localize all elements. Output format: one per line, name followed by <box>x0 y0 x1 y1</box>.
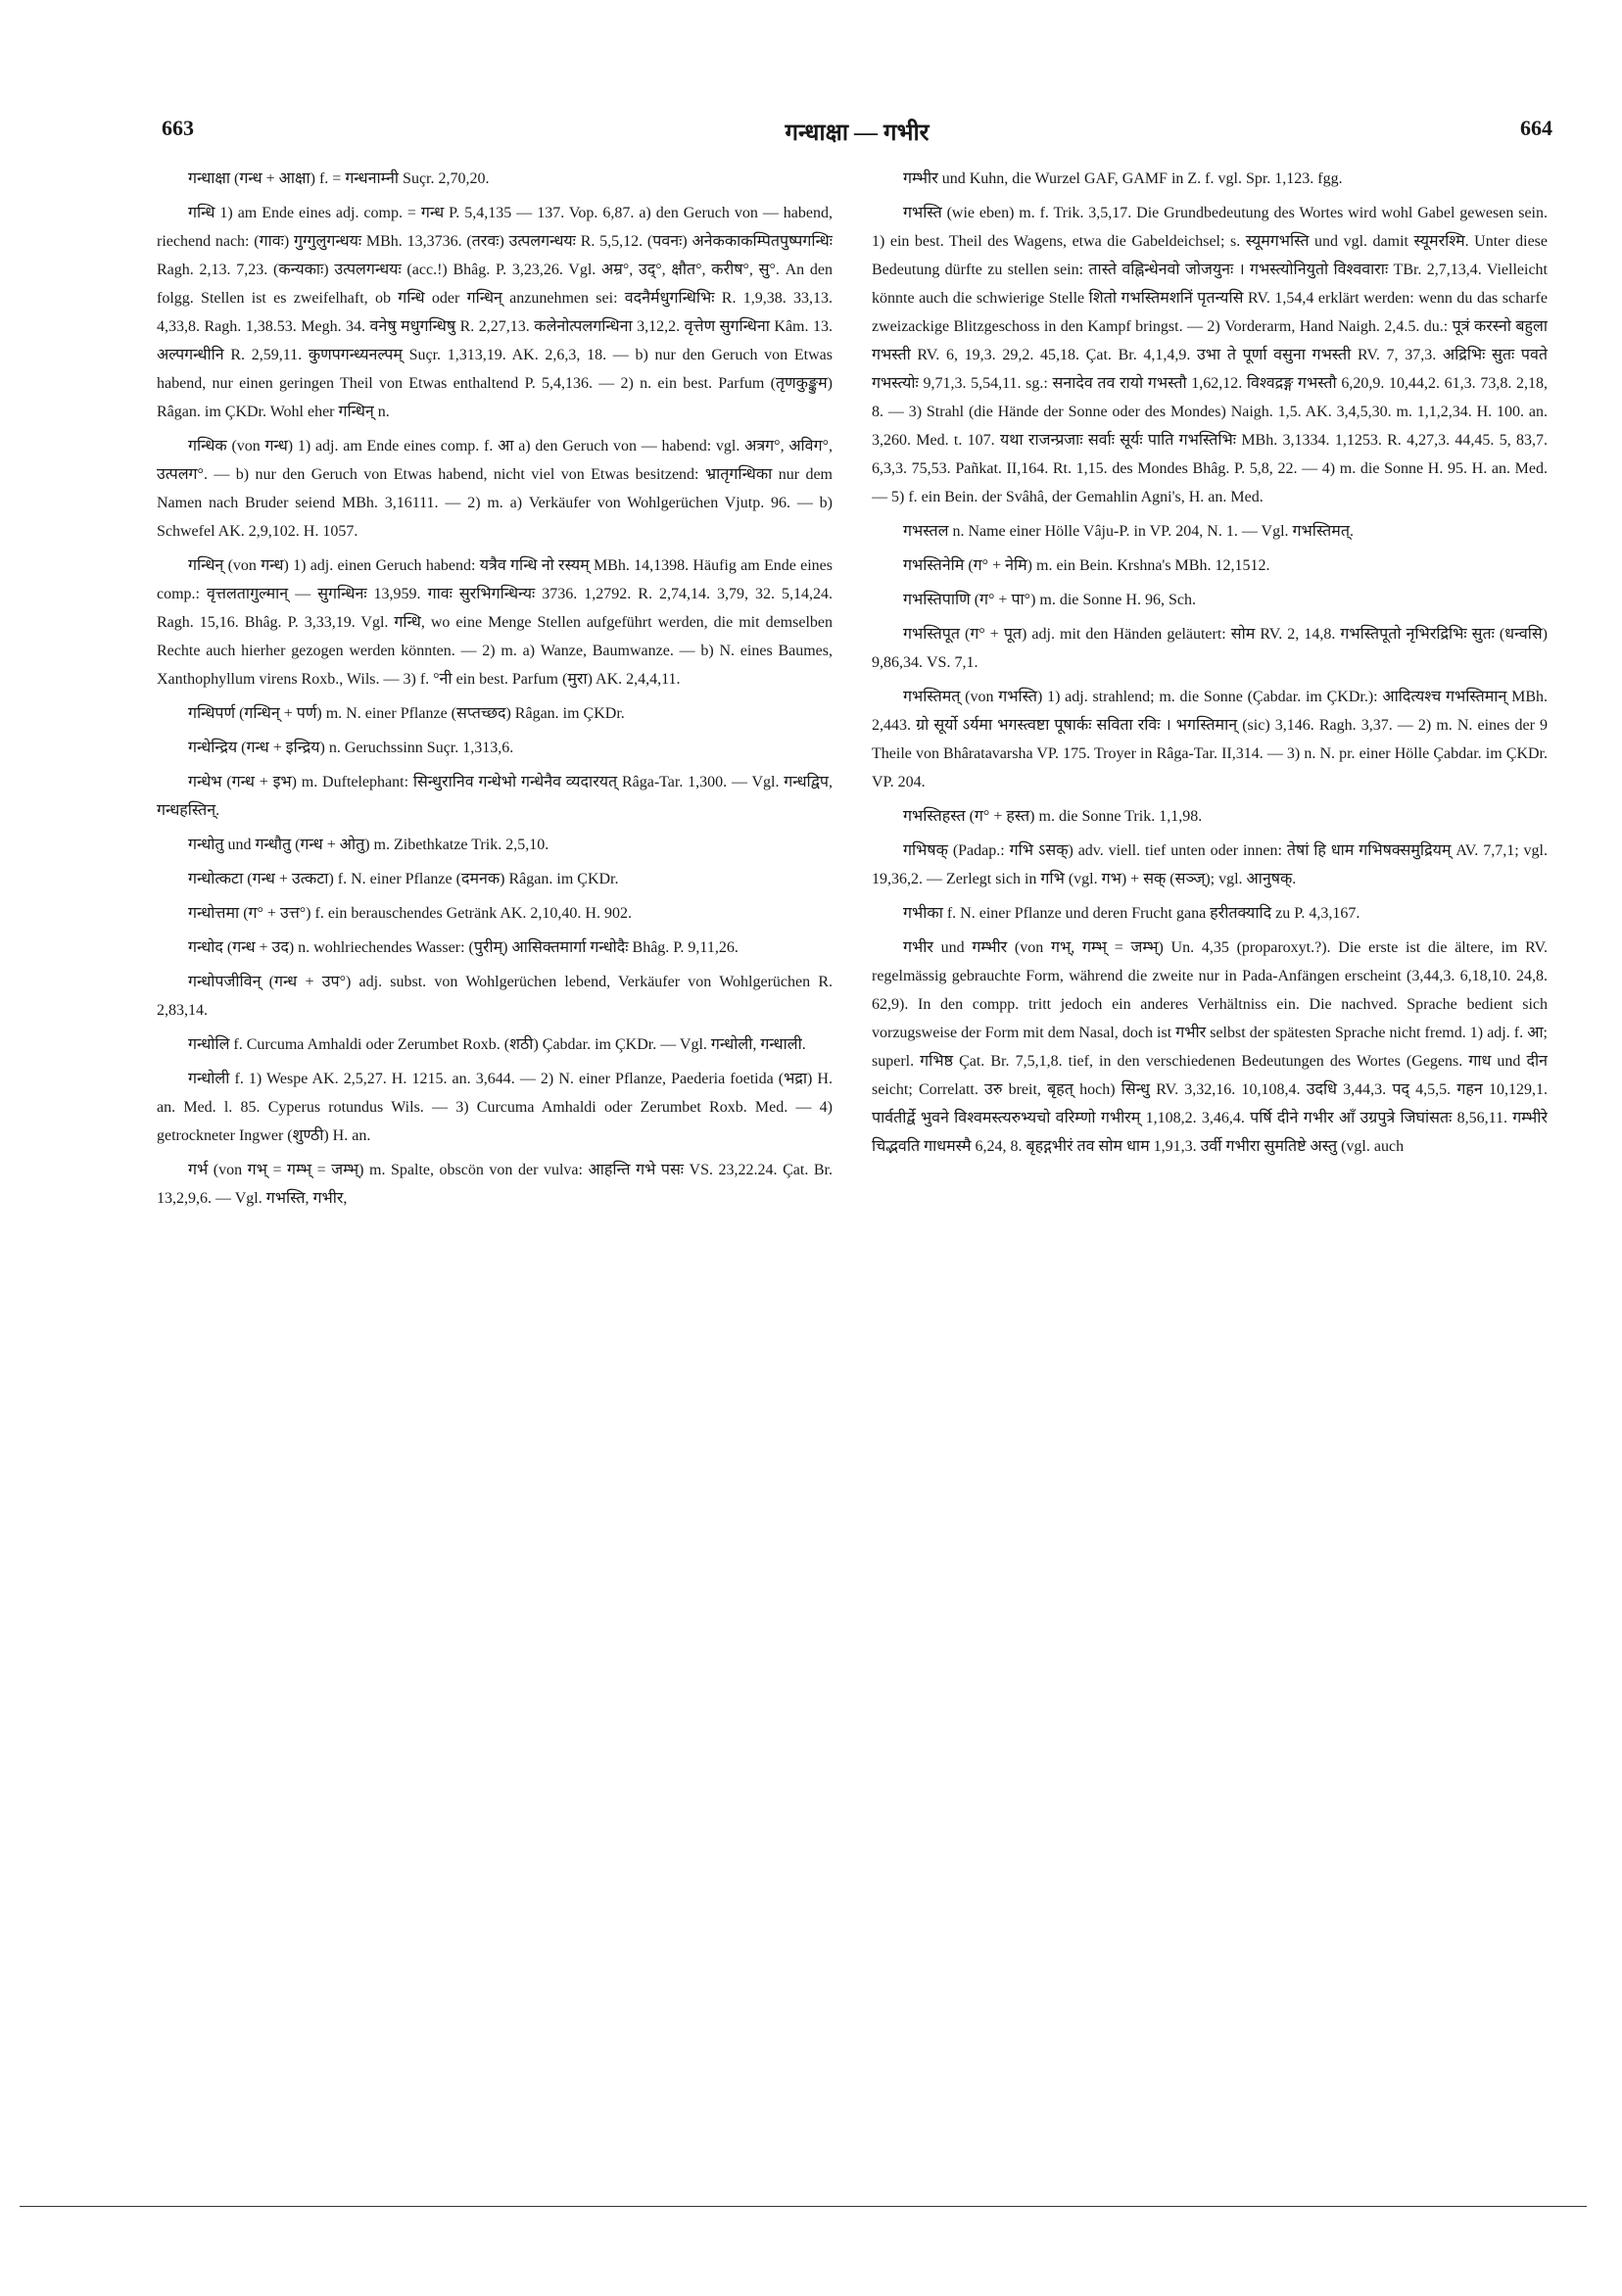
dictionary-entry: गन्धोत्कटा (गन्ध + उत्कटा) f. N. einer Pflanze (दमनक) Râgan. im ÇKDr. <box>188 871 619 887</box>
dictionary-entry: गन्धिन् (von गन्ध) 1) adj. einen Geruch habend: यत्रैव गन्धि नो रस्यम् MBh. 14,1398. Häufig am Ende eines comp.: वृत्तलतागुल्मान् — सुगन्धिनः 13,959. गावः सुरभिगन्धिन्यः 3736. 1,2792. R. 2,74,14. 3,79, 32. 5,14,24. Ragh. 15,16. Bhâg. P. 3,33,19. Vgl. गन्धि, wo eine Menge Stellen aufgeführt werden, die mit demselben Rechte auch hierher gezogen werden könnten. — 2) m. a) Wanze, Baumwanze. — b) N. eines Baumes, Xanthophyllum virens Roxb., Wils. — 3) f. °नी ein best. Parfum (मुरा) AK. 2,4,4,11. <box>157 557 833 688</box>
dictionary-entry: गन्धोली f. 1) Wespe AK. 2,5,27. H. 1215. an. 3,644. — 2) N. einer Pflanze, Paederia foetida (भद्रा) H. an. Med. l. 85. Cyperus rotundus Wils. — 3) Curcuma Amhaldi oder Zerumbet Roxb. Med. — 4) getrockneter Ingwer (शुण्ठी) H. an. <box>157 1071 833 1144</box>
page-header <box>162 116 1552 155</box>
dictionary-entry: गभस्तिहस्त (ग° + हस्त) m. die Sonne Trik. 1,1,98. <box>903 808 1203 825</box>
dictionary-entry: गभस्तल n. Name einer Hölle Vâju-P. in VP. 204, N. 1. — Vgl. गभस्तिमत्. <box>903 523 1354 540</box>
dictionary-entry: गन्धोत्तमा (ग° + उत्त°) f. ein berauschendes Getränk AK. 2,10,40. H. 902. <box>188 905 632 922</box>
right-column <box>872 165 1548 2006</box>
dictionary-entry: गन्धेभ (गन्ध + इभ) m. Duftelephant: सिन्धुरानिव गन्धेभो गन्धेनैव व्यदारयत् Râga-Tar. 1,300. — Vgl. गन्धद्विप, गन्धहस्तिन्. <box>157 774 833 819</box>
dictionary-entry: गभस्तिपूत (ग° + पूत) adj. mit den Händen geläutert: सोम RV. 2, 14,8. गभस्तिपूतो नृभिरद्रिभिः सुतः (धन्वसि) 9,86,34. VS. 7,1. <box>872 626 1548 671</box>
bottom-rule <box>20 2206 1587 2207</box>
dictionary-entry: गभिषक् (Padap.: गभि ऽसक्) adv. viell. tief unten oder innen: तेषां हि धाम गभिषक्समुद्रियम् AV. 7,7,1; vgl. 19,36,2. — Zerlegt sich in गभि (vgl. गभ) + सक् (सञ्ज्); vgl. आनुषक्. <box>872 842 1548 887</box>
dictionary-entry: गम्भीर und Kuhn, die Wurzel GAF, GAMF in Z. f. vgl. Spr. 1,123. fgg. <box>903 170 1343 187</box>
dictionary-entry: गन्धेन्द्रिय (गन्ध + इन्द्रिय) n. Geruchssinn Suçr. 1,313,6. <box>188 740 514 756</box>
dictionary-entry: गन्धोतु und गन्धौतु (गन्ध + ओतु) m. Zibethkatze Trik. 2,5,10. <box>188 837 549 853</box>
page-number-left: 663 <box>162 116 194 140</box>
running-title: गन्धाक्षा — गभीर <box>785 120 930 146</box>
dictionary-entry: गन्धाक्षा (गन्ध + आक्षा) f. = गन्धनाम्नी Suçr. 2,70,20. <box>188 170 490 187</box>
dictionary-entry: गन्धि 1) am Ende eines adj. comp. = गन्ध P. 5,4,135 — 137. Vop. 6,87. a) den Geruch von — habend, riechend nach: (गावः) गुग्गुलुगन्धयः MBh. 13,3736. (तरवः) उत्पलगन्धयः R. 5,5,12. (पवनः) अनेककाकम्पितपुष्पगन्धिः Ragh. 2,13. 7,23. (कन्यकाः) उत्पलगन्धयः (acc.!) Bhâg. P. 3,23,26. Vgl. अम्र°, उद्°, क्षौत°, करीष°, सु°. An den folgg. Stellen ist es zweifelhaft, ob गन्धि oder गन्धिन् anzunehmen sei: वदनैर्मधुगन्धिभिः R. 1,9,38. 33,13. 4,33,8. Ragh. 1,38.53. Megh. 34. वनेषु मधुगन्धिषु R. 2,27,13. कलेनोत्पलगन्धिना 3,12,2. वृत्तेण सुगन्धिना Kâm. 13. अल्पगन्धीनि R. 2,59,11. कुणपगन्ध्यनल्पम् Suçr. 1,313,19. AK. 2,6,3, 18. — b) nur den Geruch von Etwas habend, nur einen geringen Theil von Etwas enthaltend P. 5,4,136. — 2) n. ein best. Parfum (तृणकुङ्कुम) Râgan. im ÇKDr. Wohl eher गन्धिन् n. <box>157 205 833 420</box>
page-number-right: 664 <box>1520 116 1552 140</box>
dictionary-entry: गभीका f. N. einer Pflanze und deren Frucht gana हरीतक्यादि zu P. 4,3,167. <box>903 905 1360 922</box>
dictionary-entry: गर्भ (von गभ् = गम्भ् = जम्भ्) m. Spalte, obscön von der vulva: आहन्ति गभे पसः VS. 23,22.24. Çat. Br. 13,2,9,6. — Vgl. गभस्ति, गभीर, <box>157 1162 833 1207</box>
dictionary-entry: गन्धिपर्ण (गन्धिन् + पर्ण) m. N. einer Pflanze (सप्तच्छद) Râgan. im ÇKDr. <box>188 705 625 722</box>
dictionary-entry: गभस्तिपाणि (ग° + पा°) m. die Sonne H. 96, Sch. <box>903 592 1196 608</box>
dictionary-entry: गन्धोपजीविन् (गन्ध + उप°) adj. subst. von Wohlgerüchen lebend, Verkäufer von Wohlgerüchen R. 2,83,14. <box>157 974 833 1019</box>
dictionary-entry: गभस्तिनेमि (ग° + नेमि) m. ein Bein. Krshna's MBh. 12,1512. <box>903 557 1270 574</box>
dictionary-entry: गभीर und गम्भीर (von गभ्, गम्भ् = जम्भ्) Un. 4,35 (proparoxyt.?). Die erste ist die ältere, im RV. regelmässig gebrauchte Form, während die zweite nur in Pada-Anfängen erscheint (3,44,3. 6,18,10. 24,8. 62,9). In den compp. tritt jedoch ein anderes Verhältniss ein. Die nachved. Sprache bedient sich vorzugsweise der Form mit dem Nasal, doch ist गभीर selbst der spätesten Sprache nicht fremd. 1) adj. f. आ; superl. गभिष्ठ Çat. Br. 7,5,1,8. tief, in den verschiedenen Bedeutungen des Wortes (Gegens. गाध und दीन seicht; Correlatt. उरु breit, बृहत् hoch) सिन्धु RV. 3,32,16. 10,108,4. उदधि 3,44,3. पद् 4,5,5. गहन 10,129,1. पार्वतीर्द्वे भुवने विश्वमस्त्यरुभ्यचो वरिम्णो गभीरम् 1,108,2. 3,46,4. पर्षि दीने गभीर आँ उग्रपुत्रे जिघांसतः 8,56,11. गम्भीरे चिद्भवति गाधमस्मै 6,24, 8. बृहद्गभीरं तव सोम धाम 1,91,3. उर्वी गभीरा सुमतिष्टे अस्तु (vgl. auch <box>872 939 1548 1155</box>
dictionary-entry: गभस्तिमत् (von गभस्ति) 1) adj. strahlend; m. die Sonne (Çabdar. im ÇKDr.): आदित्यश्च गभस्तिमान् MBh. 2,443. ग्रो सूर्यो ऽर्यमा भगस्त्वष्टा पूषार्कः सविता रविः । भगस्तिमान् (sic) 3,146. Ragh. 3,37. — 2) m. N. eines der 9 Theile von Bhâratavarsha VP. 175. Troyer in Râga-Tar. II,314. — 3) n. N. pr. einer Hölle Çabdar. im ÇKDr. VP. 204. <box>872 689 1548 790</box>
dictionary-columns <box>157 165 1548 2006</box>
left-column <box>157 165 833 2006</box>
dictionary-entry: गन्धोलि f. Curcuma Amhaldi oder Zerumbet Roxb. (शठी) Çabdar. im ÇKDr. — Vgl. गन्धोली, गन्धाली. <box>188 1036 806 1053</box>
dictionary-entry: गभस्ति (wie eben) m. f. Trik. 3,5,17. Die Grundbedeutung des Wortes wird wohl Gabel gewesen sein. 1) ein best. Theil des Wagens, etwa die Gabeldeichsel; s. स्यूमगभस्ति und vgl. damit स्यूमरश्मि. Unter diese Bedeutung dürfte zu stellen sein: तास्ते वह्निन्धेनवो जोजयुनः । गभस्त्योनियुतो विश्ववाराः TBr. 2,7,13,4. Vielleicht könnte auch die schwierige Stelle शितो गभस्तिमशनिं पृतन्यसि RV. 1,54,4 erklärt werden: wenn du das scharfe zweizackige Blitzgeschoss in den Kampf bringst. — 2) Vorderarm, Hand Naigh. 2,4.5. du.: पूत्रं करस्नो बहुला गभस्ती RV. 6, 19,3. 29,2. 45,18. Çat. Br. 4,1,4,9. उभा ते पूर्णा वसुना गभस्ती RV. 7, 37,3. अद्रिभिः सुतः पवते गभस्त्योः 9,71,3. 5,54,11. sg.: सनादेव तव रायो गभस्तौ 1,62,12. विश्वद्रङ्ग गभस्तौ 6,20,9. 10,44,2. 61,3. 73,8. 2,18, 8. — 3) Strahl (die Hände der Sonne oder des Mondes) Naigh. 1,5. AK. 3,4,5,30. m. 1,1,2,34. H. 100. an. 3,260. Med. t. 107. यथा राजन्प्रजाः सर्वाः सूर्यः पाति गभस्तिभिः MBh. 3,1334. 1,1253. R. 4,27,3. 44,45. 5, 83,7. 6,3,3. 75,53. Pañkat. II,164. Rt. 1,15. des Mondes Bhâg. P. 5,8, 22. — 4) m. die Sonne H. 95. H. an. Med. — 5) f. ein Bein. der Svâhâ, der Gemahlin Agni's, H. an. Med. <box>872 205 1548 505</box>
dictionary-entry: गन्धोद (गन्ध + उद) n. wohlriechendes Wasser: (पुरीम्) आसिक्तमार्गा गन्धोदैः Bhâg. P. 9,11,26. <box>188 939 739 956</box>
dictionary-entry: गन्धिक (von गन्ध) 1) adj. am Ende eines comp. f. आ a) den Geruch von — habend: vgl. अत्रग°, अविग°, उत्पलग°. — b) nur den Geruch von Etwas habend, nicht viel von Etwas besitzend: भ्रातृगन्धिका nur dem Namen nach Bruder seiend MBh. 3,16111. — 2) m. a) Verkäufer von Wohlgerüchen Vjutp. 96. — b) Schwefel AK. 2,9,102. H. 1057. <box>157 438 833 540</box>
